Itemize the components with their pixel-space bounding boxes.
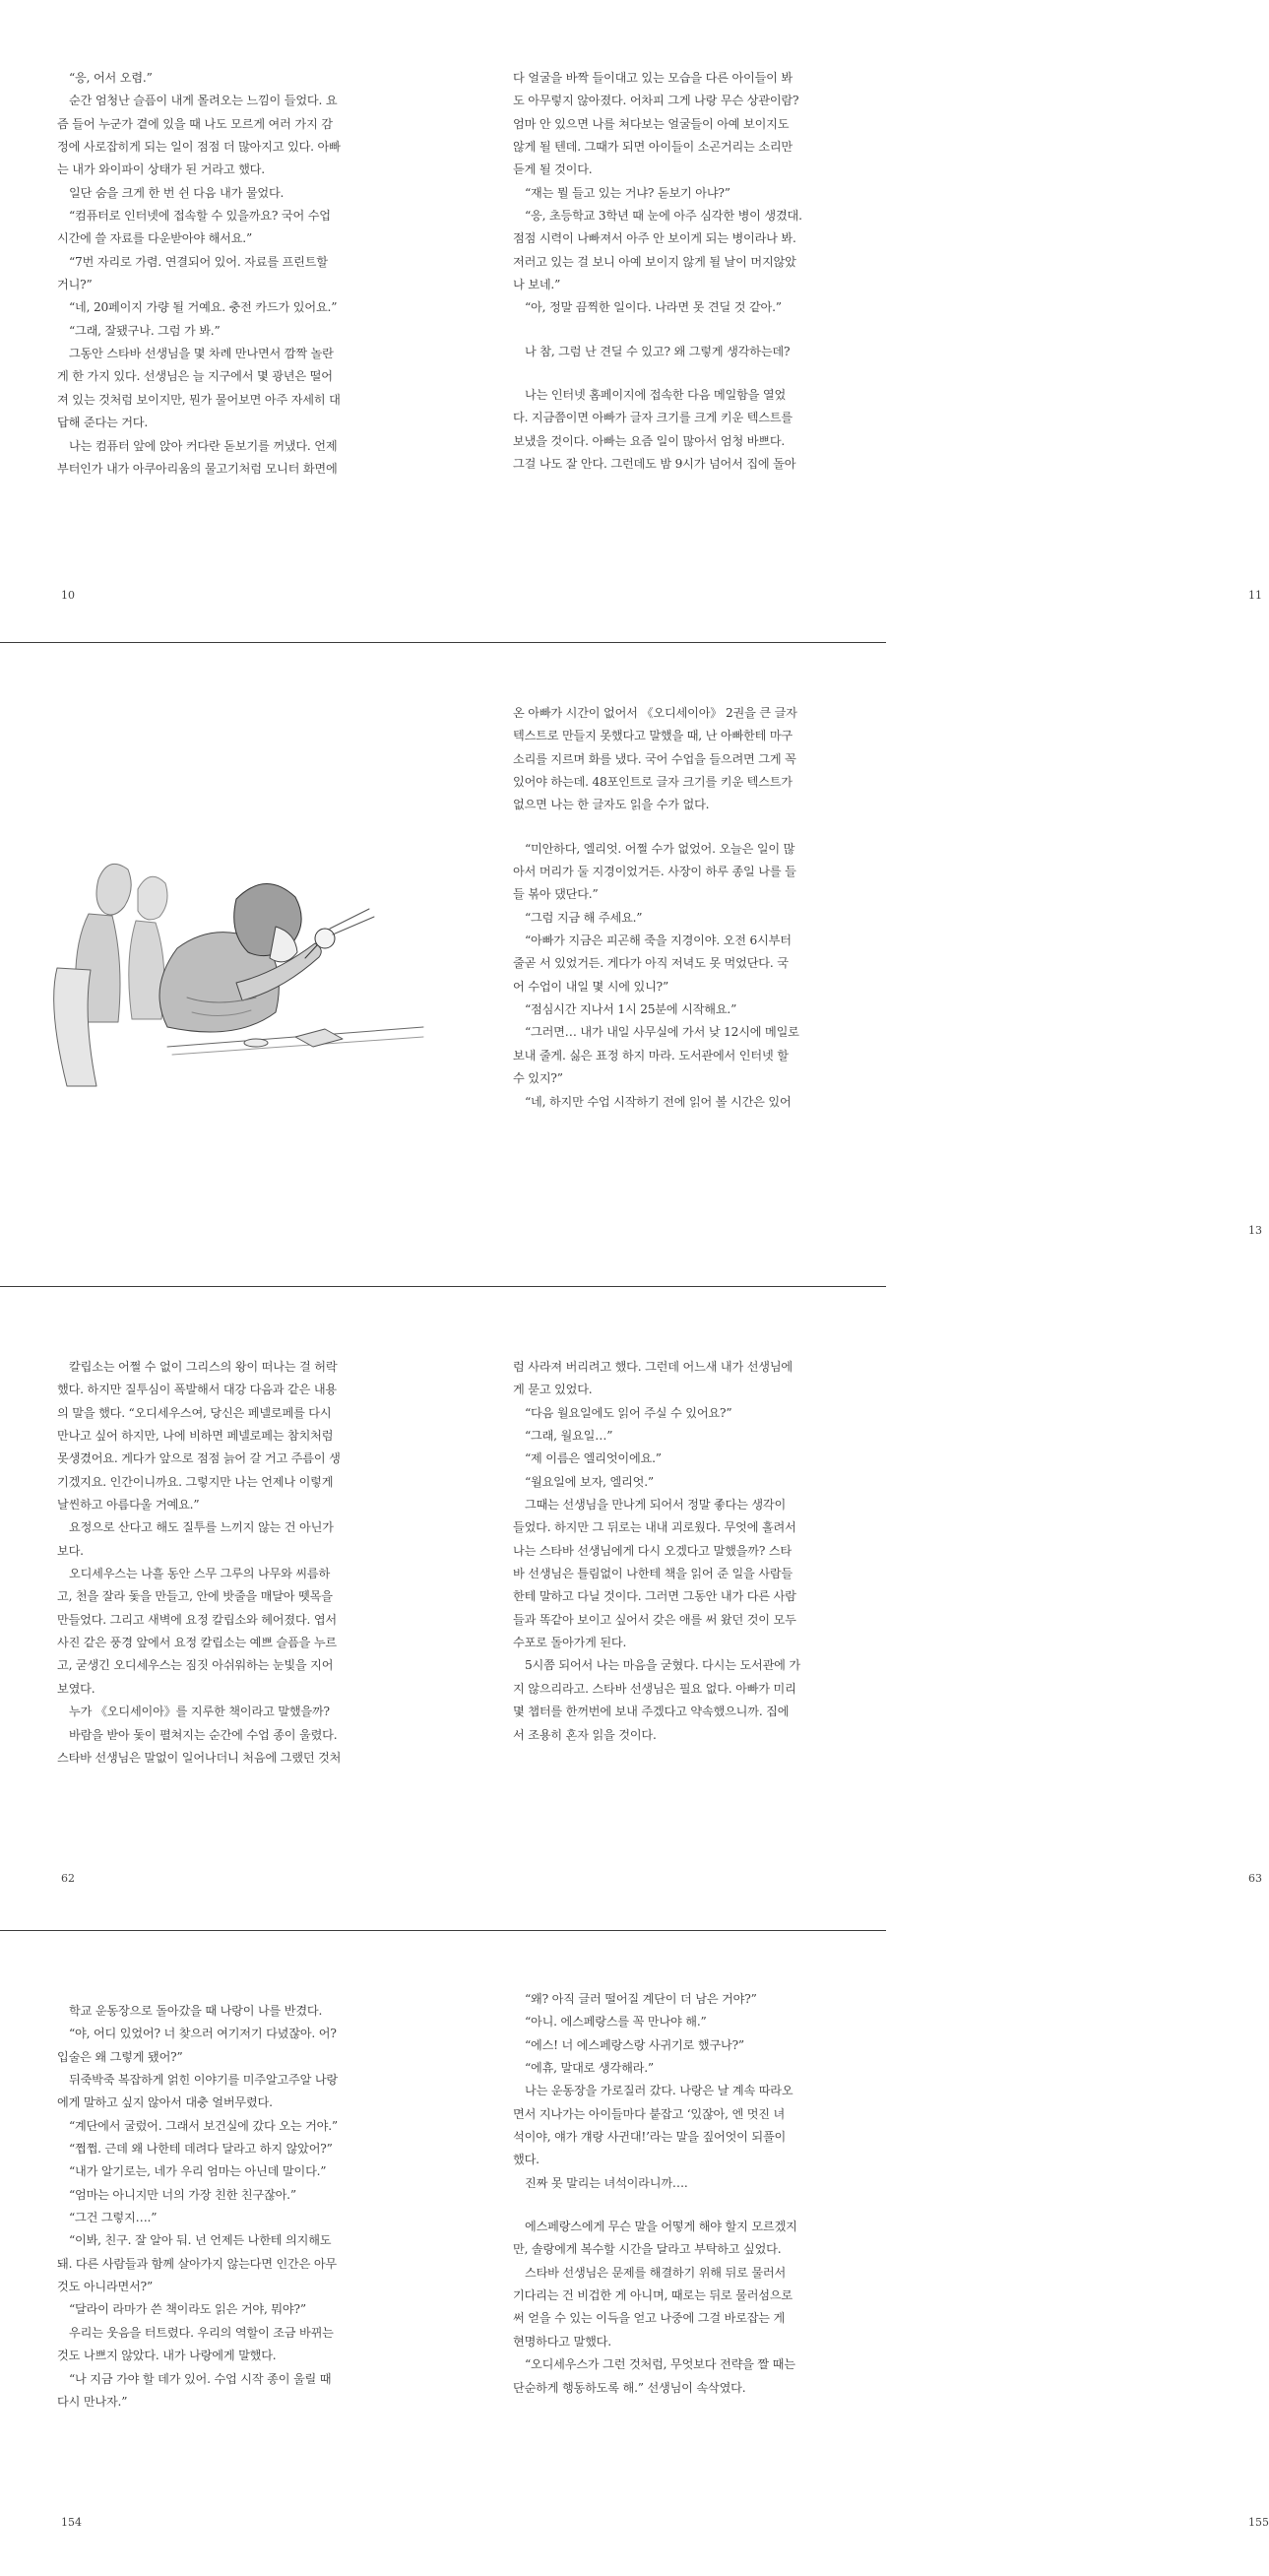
text-line: “다음 월요일에도 읽어 주실 수 있어요?” xyxy=(525,1405,732,1420)
text-line: “그건 그렇지….” xyxy=(69,2211,158,2225)
text-line: “재는 뭘 들고 있는 거냐? 돋보기 아냐?” xyxy=(525,185,730,200)
text-line: 써 얻을 수 있는 이득을 얻고 나중에 그걸 바로잡는 게 xyxy=(513,2311,786,2326)
text-line: 만, 솔랑에게 복수할 시간을 달라고 부탁하고 싶었다. xyxy=(513,2242,782,2257)
text-line: “엄마는 아니지만 너의 가장 친한 친구잖아.” xyxy=(69,2187,296,2202)
text-line: “이봐, 친구. 잘 알아 둬. 넌 언제든 나한테 의지해도 xyxy=(69,2233,332,2248)
text-line: 돼. 다른 사람들과 함께 살아가지 않는다면 인간은 아무 xyxy=(57,2256,338,2271)
text-line: 뒤죽박죽 복잡하게 얽힌 이야기를 미주알고주알 나랑 xyxy=(69,2073,338,2088)
text-line: 날씬하고 아름다울 거예요.” xyxy=(57,1498,200,1513)
text-line: 저러고 있는 걸 보니 아예 보이지 않게 될 날이 머지않았 xyxy=(513,254,796,269)
text-line: “내가 알기로는, 네가 우리 엄마는 아닌데 말이다.” xyxy=(69,2164,327,2179)
text-line: “그래, 월요일…” xyxy=(525,1429,613,1444)
text-line: 나는 컴퓨터 앞에 앉아 커다란 돋보기를 꺼냈다. 언제 xyxy=(69,438,338,453)
text-line: 져 있는 것처럼 보이지만, 뭔가 물어보면 아주 자세히 대 xyxy=(57,392,341,407)
text-line: 단순하게 행동하도록 해.” 선생님이 속삭였다. xyxy=(513,2380,746,2395)
text-line: 것도 아니라면서?” xyxy=(57,2280,154,2294)
text-line: “쩝쩝. 근데 왜 나한테 데려다 달라고 하지 않았어?” xyxy=(69,2142,333,2157)
text-line: 답해 준다는 거다. xyxy=(57,416,149,430)
text-line: “왜? 아직 글러 떨어질 계단이 더 남은 거야?” xyxy=(525,1992,757,2006)
text-line: “월요일에 보자, 엘리엇.” xyxy=(525,1474,654,1489)
text-line: “그러면… 내가 내일 사무실에 가서 낮 12시에 메일로 xyxy=(525,1025,799,1040)
text-line: 들었다. 하지만 그 뒤로는 내내 괴로웠다. 무엇에 홀려서 xyxy=(513,1520,796,1535)
text-line: 럼 사라져 버리려고 했다. 그런데 어느새 내가 선생님에 xyxy=(513,1360,793,1374)
text-line: 들 볶아 댔단다.” xyxy=(513,887,599,902)
text-line: “응, 어서 오렴.” xyxy=(69,71,153,85)
text-line: 스타바 선생님은 말없이 일어나더니 처음에 그랬던 것처 xyxy=(57,1750,342,1765)
text-line: “계단에서 굴렀어. 그래서 보건실에 갔다 오는 거야.” xyxy=(69,2118,338,2133)
text-line: 기겠지요. 인간이니까요. 그렇지만 나는 언제나 이렇게 xyxy=(57,1474,334,1489)
spread-1 xyxy=(0,0,1262,630)
text-line: “네, 20페이지 가량 될 거예요. 충전 카드가 있어요.” xyxy=(69,300,338,315)
page-155 xyxy=(443,1931,1269,2561)
text-line: “아, 정말 끔찍한 일이다. 나라면 못 견딜 것 같아.” xyxy=(525,300,782,315)
text-line: 했다. xyxy=(513,2153,539,2167)
page-text xyxy=(513,1988,820,2400)
text-line: 아서 머리가 둘 지경이었거든. 사장이 하루 종일 나를 들 xyxy=(513,865,796,879)
text-line: “야, 어디 있었어? 너 찾으러 여기저기 다녔잖아. 어? xyxy=(69,2027,337,2041)
text-line: 칼립소는 어쩔 수 없이 그리스의 왕이 떠나는 걸 허락 xyxy=(69,1360,338,1374)
paragraph-gap xyxy=(513,320,820,341)
text-line: 그걸 나도 잘 안다. 그런데도 밤 9시가 넘어서 집에 돌아 xyxy=(513,457,796,472)
page-154 xyxy=(0,1931,443,2561)
page-number: 13 xyxy=(1248,1224,1262,1237)
text-line: “에스! 너 에스페랑스랑 사귀기로 했구나?” xyxy=(525,2037,744,2052)
text-line: 한테 말하고 다닐 것이다. 그러면 그동안 내가 다른 사람 xyxy=(513,1589,796,1604)
text-line: 진짜 못 말리는 녀석이라니까…. xyxy=(525,2175,688,2190)
text-line: 온 아빠가 시간이 없어서 《오디세이아》 2권을 큰 글자 xyxy=(513,706,797,720)
text-line: “컴퓨터로 인터넷에 접속할 수 있을까요? 국어 수업 xyxy=(69,209,331,224)
text-line: 어 수업이 내일 몇 시에 있니?” xyxy=(513,979,669,994)
text-line: 요정으로 산다고 해도 질투를 느끼지 않는 건 아닌가 xyxy=(69,1520,334,1535)
text-line: “그럼 지금 해 주세요.” xyxy=(525,910,643,925)
page-number: 10 xyxy=(61,589,75,602)
text-line: 보냈을 것이다. 아빠는 요즘 일이 많아서 엄청 바쁘다. xyxy=(513,433,786,448)
illustration-boy-reading xyxy=(30,810,423,1106)
text-line: 에스페랑스에게 무슨 말을 어떻게 해야 할지 모르겠지 xyxy=(525,2220,797,2234)
text-line: 못생겼어요. 게다가 앞으로 점점 늙어 갈 거고 주름이 생 xyxy=(57,1451,341,1466)
text-line: “미안하다, 엘리엇. 어쩔 수가 없었어. 오늘은 일이 많 xyxy=(525,841,795,856)
paragraph-gap xyxy=(513,2195,820,2216)
page-62 xyxy=(0,1287,443,1917)
text-line: 학교 운동장으로 돌아갔을 때 나랑이 나를 반겼다. xyxy=(69,2004,323,2018)
spread-3 xyxy=(0,1287,1262,1917)
text-line: “7번 자리로 가렴. 연결되어 있어. 자료를 프린트할 xyxy=(69,254,328,269)
text-line: 나 보네.” xyxy=(513,278,561,292)
text-line: 우리는 웃음을 터트렸다. 우리의 역할이 조금 바뀌는 xyxy=(69,2325,334,2340)
text-line: 듣게 될 것이다. xyxy=(513,162,593,177)
text-line: 에게 말하고 싶지 않아서 대충 얼버무렸다. xyxy=(57,2095,273,2110)
text-line: 서 조용히 혼자 읽을 것이다. xyxy=(513,1727,657,1742)
text-line: “아빠가 지금은 피곤해 죽을 지경이야. 오전 6시부터 xyxy=(525,934,792,948)
text-line: 그때는 선생님을 만나게 되어서 정말 좋다는 생각이 xyxy=(525,1498,787,1513)
text-line: 보였다. xyxy=(57,1681,95,1696)
text-line: “나 지금 가야 할 데가 있어. 수업 시작 종이 울릴 때 xyxy=(69,2371,332,2386)
text-line: 시간에 쓸 자료를 다운받아야 해서요.” xyxy=(57,231,252,246)
text-line: 오디세우스는 나흘 동안 스무 그루의 나무와 씨름하 xyxy=(69,1567,331,1581)
text-line: 나는 스타바 선생님에게 다시 오겠다고 말했을까? 스타 xyxy=(513,1543,792,1558)
text-line: 일단 숨을 크게 한 번 쉰 다음 내가 물었다. xyxy=(69,185,285,200)
spread-4 xyxy=(0,1931,1269,2561)
text-line: 바 선생님은 틀림없이 나한테 책을 읽어 준 일을 사람들 xyxy=(513,1567,793,1581)
text-line: “제 이름은 엘리엇이에요.” xyxy=(525,1451,662,1466)
text-line: 고, 천을 잘라 돛을 만들고, 안에 밧줄을 매달아 뗏목을 xyxy=(57,1589,333,1604)
text-line: 수 있지?” xyxy=(513,1071,563,1086)
text-line: 나는 운동장을 가로질러 갔다. 나랑은 날 계속 따라오 xyxy=(525,2084,793,2098)
text-line: 게 묻고 있었다. xyxy=(513,1383,593,1397)
text-line: 사진 같은 풍경 앞에서 요정 칼립소는 예쁘 슬픔을 누르 xyxy=(57,1636,338,1650)
text-line: 기다리는 건 비겁한 게 아니며, 때로는 뒤로 물러섬으로 xyxy=(513,2288,793,2303)
page-number: 11 xyxy=(1248,589,1262,602)
text-line: 즘 들어 누군가 곁에 있을 때 나도 모르게 여러 가지 감 xyxy=(57,116,333,131)
text-line: 바람을 받아 돛이 펼쳐지는 순간에 수업 종이 울렸다. xyxy=(69,1727,338,1742)
text-line: 보다. xyxy=(57,1543,84,1558)
text-line: 것도 나쁘지 않았다. 내가 나랑에게 말했다. xyxy=(57,2349,277,2363)
text-line: “네, 하지만 수업 시작하기 전에 읽어 볼 시간은 있어 xyxy=(525,1094,792,1109)
text-line: 나 참, 그럼 난 견딜 수 있고? 왜 그렇게 생각하는데? xyxy=(525,344,791,358)
text-line: “점심시간 지나서 1시 25분에 시작해요.” xyxy=(525,1002,737,1017)
text-line: 도 아무렇지 않아졌다. 어차피 그게 나랑 무슨 상관이람? xyxy=(513,94,799,108)
text-line: 5시쯤 되어서 나는 마음을 굳혔다. 다시는 도서관에 가 xyxy=(525,1658,800,1673)
text-line: 만나고 싶어 하지만, 나에 비하면 페넬로페는 참치처럼 xyxy=(57,1429,334,1444)
text-line: 몇 챕터를 한꺼번에 보내 주겠다고 약속했으니까. 집에 xyxy=(513,1705,790,1719)
page-11 xyxy=(443,0,1262,630)
text-line: 고, 굳생긴 오디세우스는 짐짓 아쉬워하는 눈빛을 지어 xyxy=(57,1658,334,1673)
text-line: 보내 줄게. 싫은 표정 하지 마라. 도서관에서 인터넷 할 xyxy=(513,1048,789,1063)
text-line: 들과 똑같아 보이고 싶어서 갖은 애를 써 왔던 것이 모두 xyxy=(513,1612,796,1627)
text-line: 점점 시력이 나빠져서 아주 안 보이게 되는 병이라나 봐. xyxy=(513,231,796,246)
text-line: 부터인가 내가 아쿠아리움의 물고기처럼 모니터 화면에 xyxy=(57,461,338,476)
page-text xyxy=(513,702,820,1114)
page-text xyxy=(57,2000,364,2414)
page-number: 62 xyxy=(61,1872,75,1885)
text-line: 텍스트로 만들지 못했다고 말했을 때, 난 아빠한테 마구 xyxy=(513,729,793,743)
text-line: 거니?” xyxy=(57,278,93,292)
spread-2 xyxy=(0,643,1262,1273)
text-line: 소리를 지르며 화를 냈다. 국어 수업을 들으려면 그게 꼭 xyxy=(513,751,796,766)
text-line: 스타바 선생님은 문제를 해결하기 위해 뒤로 물러서 xyxy=(525,2265,787,2280)
text-line: 지 않으리라고. 스타바 선생님은 필요 없다. 아빠가 미리 xyxy=(513,1681,796,1696)
page-text xyxy=(513,1356,820,1747)
text-line: 순간 엄청난 슬픔이 내게 몰려오는 느낌이 들었다. 요 xyxy=(69,94,338,108)
text-line: 현명하다고 말했다. xyxy=(513,2334,611,2349)
page-12-illustration xyxy=(0,643,443,1273)
page-text xyxy=(513,67,820,477)
text-line: 나는 인터넷 홈페이지에 접속한 다음 메일함을 열었 xyxy=(525,388,787,403)
page-number: 63 xyxy=(1248,1872,1262,1885)
text-line: 누가 《오디세이아》를 지루한 책이라고 말했을까? xyxy=(69,1705,330,1719)
text-line: 는 내가 와이파이 상태가 된 거라고 했다. xyxy=(57,162,265,177)
paragraph-gap xyxy=(513,817,820,838)
page-text xyxy=(57,67,364,481)
text-line: “응, 초등학교 3학년 때 눈에 아주 심각한 병이 생겼대. xyxy=(525,209,802,224)
text-line: 다 얼굴을 바짝 들이대고 있는 모습을 다른 아이들이 봐 xyxy=(513,71,793,85)
text-line: “그래, 잘됐구나. 그럼 가 봐.” xyxy=(69,323,221,338)
text-line: “아니. 에스페랑스를 꼭 만나야 해.” xyxy=(525,2015,707,2029)
paragraph-gap xyxy=(513,363,820,384)
page-number: 155 xyxy=(1248,2516,1269,2529)
text-line: 수포로 돌아가게 된다. xyxy=(513,1636,627,1650)
text-line: 그동안 스타바 선생님을 몇 차례 만나면서 깜짝 놀란 xyxy=(69,347,334,361)
text-line: 다시 만나자.” xyxy=(57,2394,128,2409)
page-10 xyxy=(0,0,443,630)
text-line: 다. 지금쯤이면 아빠가 글자 크기를 크게 키운 텍스트를 xyxy=(513,411,793,425)
page-text xyxy=(57,1356,364,1770)
page-number: 154 xyxy=(61,2516,82,2529)
text-line: 석이야, 얘가 걔랑 사귄대!’라는 말을 짚어엇이 되풀이 xyxy=(513,2130,787,2145)
page-13 xyxy=(443,643,1262,1273)
text-line: 의 말을 했다. “오디세우스여, 당신은 페넬로페를 다시 xyxy=(57,1405,332,1420)
text-line: 면서 지나가는 아이들마다 붙잡고 ‘있잖아, 엔 멋진 녀 xyxy=(513,2106,786,2121)
text-line: 게 한 가지 있다. 선생님은 늘 지구에서 몇 광년은 떨어 xyxy=(57,369,333,384)
text-line: 줄곧 서 있었거든. 게다가 아직 저녁도 못 먹었단다. 국 xyxy=(513,956,789,971)
text-line: 입술은 왜 그렇게 됐어?” xyxy=(57,2049,183,2064)
text-line: 엄마 안 있으면 나를 쳐다보는 얼굴들이 아예 보이지도 xyxy=(513,116,790,131)
page-63 xyxy=(443,1287,1262,1917)
text-line: “달라이 라마가 쓴 책이라도 읽은 거야, 뭐야?” xyxy=(69,2302,306,2317)
text-line: 했다. 하지만 질투심이 폭발해서 대강 다음과 같은 내용 xyxy=(57,1383,338,1397)
text-line: 정에 사로잡히게 되는 일이 점점 더 많아지고 있다. 아빠 xyxy=(57,140,341,155)
text-line: “오디세우스가 그런 것처럼, 무엇보다 전략을 짤 때는 xyxy=(525,2357,795,2372)
text-line: 있어야 하는데. 48포인트로 글자 크기를 키운 텍스트가 xyxy=(513,775,793,790)
text-line: 없으면 나는 한 글자도 읽을 수가 없다. xyxy=(513,798,710,812)
text-line: “에휴, 말대로 생각해라.” xyxy=(525,2061,654,2076)
text-line: 않게 될 텐데. 그때가 되면 아이들이 소곤거리는 소리만 xyxy=(513,140,793,155)
text-line: 만들었다. 그리고 새벽에 요정 칼립소와 헤어졌다. 엽서 xyxy=(57,1612,338,1627)
